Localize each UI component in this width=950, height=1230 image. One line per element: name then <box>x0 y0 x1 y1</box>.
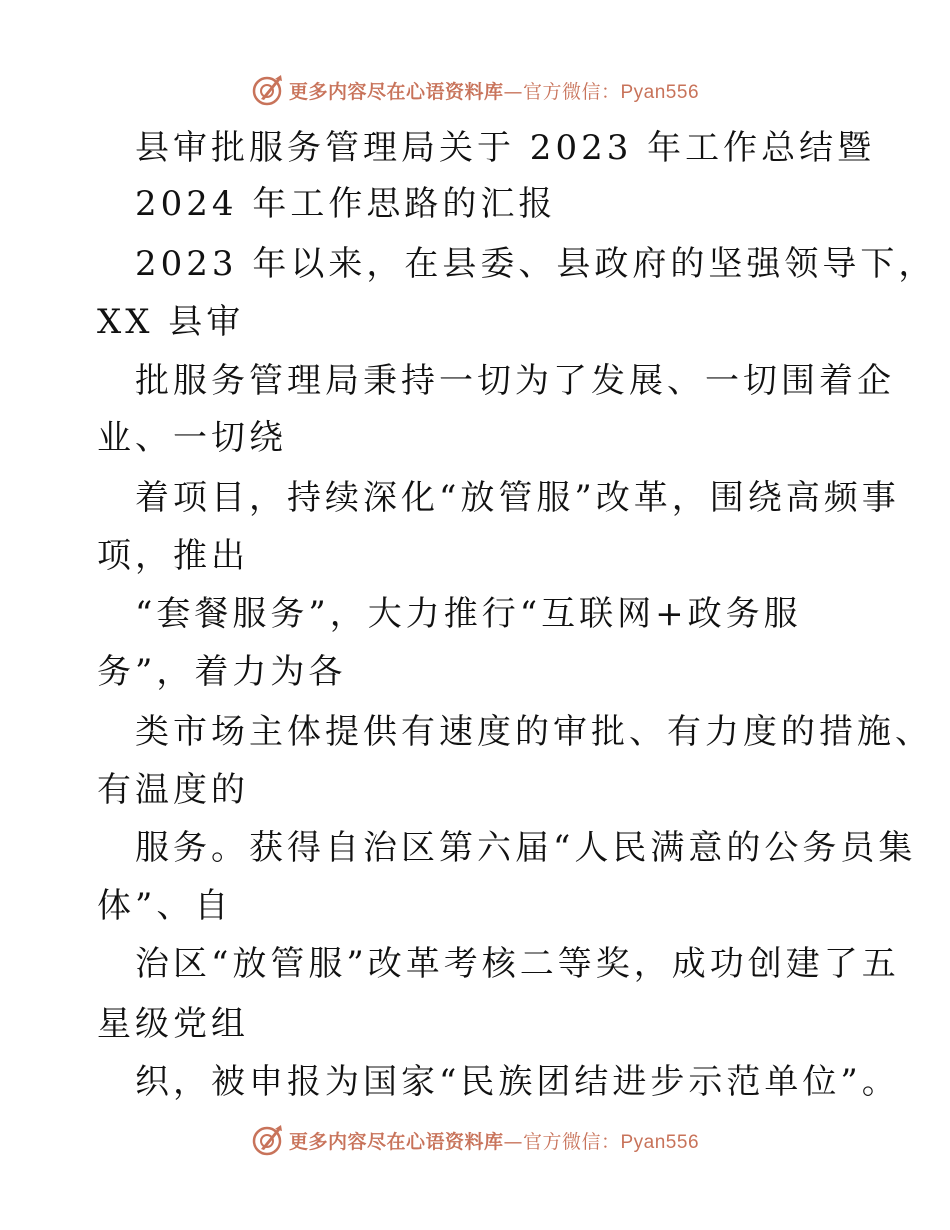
paragraph-line: 项，推出 <box>97 536 249 576</box>
paragraph-line: 织，被申报为国家“民族团结进步示范单位”。 <box>135 1062 900 1102</box>
banner-brand: 更多内容尽在心语资料库 <box>288 80 504 103</box>
paragraph-line: 务”，着力为各 <box>97 652 347 692</box>
banner-wechat-id: Pyan556 <box>620 81 700 103</box>
banner-wechat-label: 官方微信： <box>522 1130 621 1153</box>
header-watermark-banner <box>0 70 950 110</box>
paragraph-line: 2023 年以来，在县委、县政府的坚强领导下， <box>135 244 937 284</box>
paragraph-line: 业、一切绕 <box>97 418 287 458</box>
banner-separator: — <box>503 1130 523 1153</box>
paragraph-line: 批服务管理局秉持一切为了发展、一切围着企 <box>135 361 895 401</box>
quill-logo-icon <box>251 73 285 107</box>
paragraph-line: 着项目，持续深化“放管服”改革，围绕高频事 <box>135 478 900 518</box>
banner-brand: 更多内容尽在心语资料库 <box>288 1130 504 1153</box>
paragraph-line: 服务。获得自治区第六届“人民满意的公务员集 <box>135 828 917 868</box>
paragraph-line: 体”、自 <box>97 886 233 926</box>
footer-watermark-banner <box>0 1120 950 1160</box>
paragraph-line: 类市场主体提供有速度的审批、有力度的措施、 <box>135 712 933 752</box>
paragraph-line: 星级党组 <box>97 1004 249 1044</box>
paragraph-line: 有温度的 <box>97 770 249 810</box>
banner-wechat-id: Pyan556 <box>620 1131 700 1153</box>
paragraph-line: 治区“放管服”改革考核二等奖，成功创建了五 <box>135 944 900 984</box>
document-title-line-2: 2024 年工作思路的汇报 <box>135 184 557 224</box>
paragraph-line: “套餐服务”，大力推行“互联网+政务服 <box>135 594 802 634</box>
banner-separator: — <box>503 80 523 103</box>
paragraph-line: XX 县审 <box>97 302 245 342</box>
document-title-line-1: 县审批服务管理局关于 2023 年工作总结暨 <box>135 128 876 168</box>
banner-wechat-label: 官方微信： <box>522 80 621 103</box>
quill-logo-icon <box>251 1123 285 1157</box>
